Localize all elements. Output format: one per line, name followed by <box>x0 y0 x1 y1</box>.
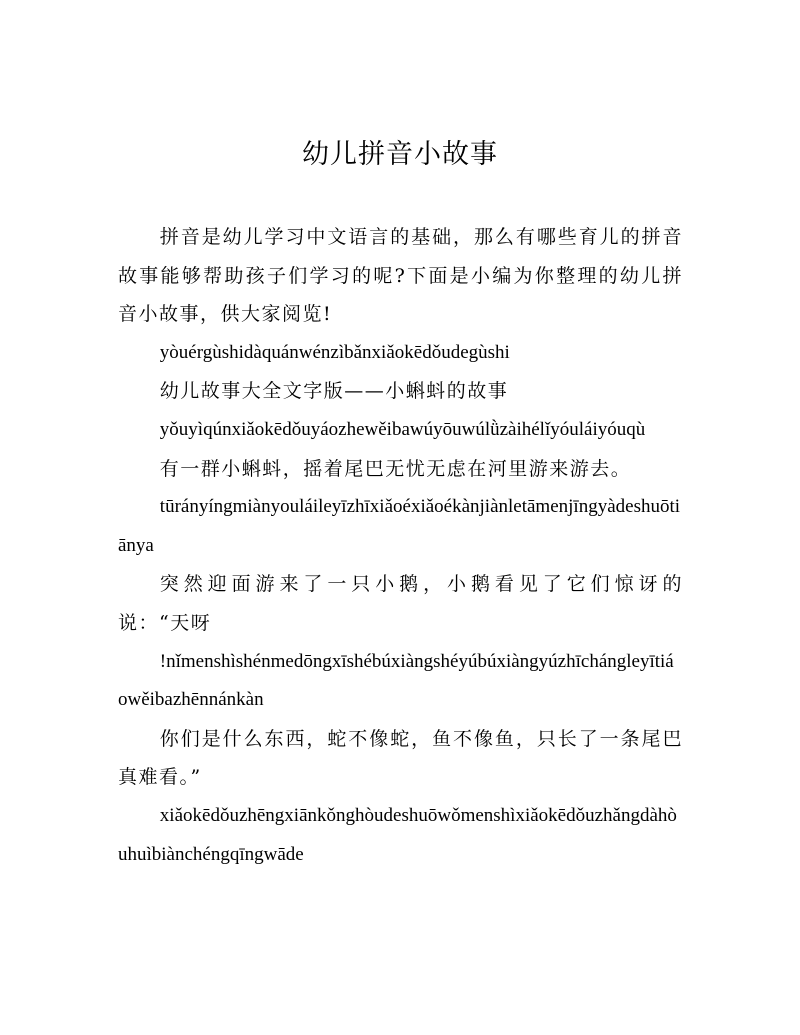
intro-paragraph: 拼音是幼儿学习中文语言的基础，那么有哪些育儿的拼音故事能够帮助孩子们学习的呢?下面是小编为你整理的幼儿拼音小故事，供大家阅览! <box>118 226 683 326</box>
document-title: 幼儿拼音小故事 <box>302 139 498 170</box>
pinyin-line: xiǎokēdǒuzhēngxiānkǒnghòudeshuōwǒmenshìxiǎokēdǒuzhǎngdàhòuhuìbiànchéngqīngwāde <box>118 804 677 865</box>
story-heading: 幼儿故事大全文字版——小蝌蚪的故事 <box>159 380 509 403</box>
story-paragraph: 你们是什么东西，蛇不像蛇，鱼不像鱼，只长了一条尾巴真难看。” <box>118 727 683 789</box>
pinyin-line: yòuérgùshidàquánwénzìbǎnxiǎokēdǒudegùshi <box>159 341 510 363</box>
story-paragraph: 突然迎面游来了一只小鹅，小鹅看见了它们惊讶的说：“天呀 <box>118 573 683 634</box>
document-body <box>118 218 683 874</box>
pinyin-line: tūrányíngmiànyouláileyīzhīxiǎoéxiǎoékànjiànletāmenjīngyàdeshuōtiānya <box>118 496 681 556</box>
pinyin-line: yǒuyìqúnxiǎokēdǒuyáozhewěibawúyōuwúlǜzàihélǐyóuláiyóuqù <box>159 418 646 440</box>
pinyin-line: !nǐmenshìshénmedōngxīshébúxiàngshéyúbúxiàngyúzhīchángleyītiáowěibazhēnnánkàn <box>118 650 674 711</box>
story-paragraph: 有一群小蝌蚪，摇着尾巴无忧无虑在河里游来游去。 <box>159 457 632 480</box>
